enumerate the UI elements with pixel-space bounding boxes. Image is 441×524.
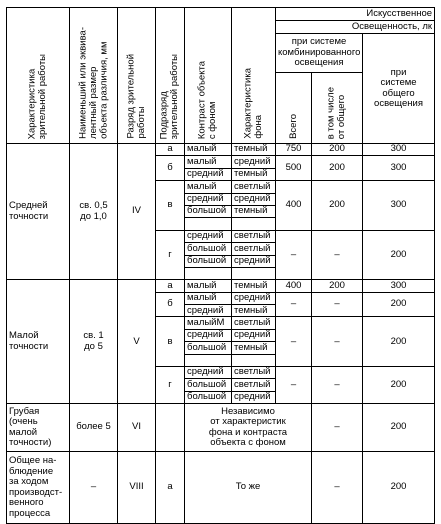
subcategory-cell: а	[156, 280, 185, 292]
background-cell: светлый	[232, 243, 276, 255]
contrast-cell: большой	[185, 243, 232, 255]
contrast-cell: малый	[185, 280, 232, 292]
contrast-cell: большой	[185, 342, 232, 354]
total-cell: –	[276, 230, 312, 280]
background-cell: светлый	[232, 367, 276, 379]
general-cell: 200	[363, 367, 435, 404]
group-category-medium: IV	[118, 144, 156, 280]
table-row	[7, 144, 435, 156]
incl-general-cell: –	[312, 404, 363, 452]
subcategory-cell: б	[156, 156, 185, 181]
background-cell: средний	[232, 292, 276, 304]
general-cell: 300	[363, 144, 435, 156]
background-cell: темный	[232, 342, 276, 354]
general-cell: 300	[363, 156, 435, 181]
incl-general-cell: –	[312, 230, 363, 280]
subcategory-cell: а	[156, 452, 185, 524]
header-general-system: при системе общего освещения	[363, 34, 435, 144]
general-cell: 300	[363, 181, 435, 231]
incl-general-cell: –	[312, 452, 363, 524]
header-category: Разряд зрительной работы	[118, 8, 156, 144]
contrast-cell: малый	[185, 292, 232, 304]
table-row	[7, 280, 435, 292]
subcategory-cell: г	[156, 367, 185, 404]
contrast-cell: малый	[185, 144, 232, 156]
total-cell: 400	[276, 280, 312, 292]
subcategory-cell: г	[156, 230, 185, 280]
subcategory-cell	[156, 404, 185, 452]
background-cell	[232, 267, 276, 279]
header-row-1	[7, 8, 435, 21]
contrast-cell: большой	[185, 255, 232, 267]
group-label-observation: Общее на- блюдение за ходом производст- венного процесса	[7, 452, 70, 524]
background-cell: темный	[232, 205, 276, 217]
contrast-cell: большой	[185, 391, 232, 403]
subcategory-cell: б	[156, 292, 185, 317]
header-contrast: Контраст объекта с фоном	[185, 8, 232, 144]
background-cell: светлый	[232, 379, 276, 391]
table-row	[7, 452, 435, 524]
background-cell: средний	[232, 156, 276, 168]
background-cell: средний	[232, 391, 276, 403]
background-cell: средний	[232, 255, 276, 267]
incl-general-cell: –	[312, 367, 363, 404]
group-category-rough: VI	[118, 404, 156, 452]
group-size-medium: св. 0,5 до 1,0	[70, 144, 118, 280]
group-label-medium: Средней точности	[7, 144, 70, 280]
background-cell: темный	[232, 168, 276, 180]
total-cell: 400	[276, 181, 312, 231]
background-cell: светлый	[232, 181, 276, 193]
general-cell: 200	[363, 230, 435, 280]
general-cell: 200	[363, 452, 435, 524]
background-cell: темный	[232, 280, 276, 292]
incl-general-cell: –	[312, 292, 363, 317]
group-size-rough: более 5	[70, 404, 118, 452]
total-cell: –	[276, 317, 312, 367]
merged-note-observation: То же	[185, 452, 312, 524]
contrast-cell	[185, 267, 232, 279]
general-cell: 200	[363, 404, 435, 452]
incl-general-cell: 200	[312, 280, 363, 292]
subcategory-cell: в	[156, 181, 185, 231]
subcategory-cell: а	[156, 144, 185, 156]
incl-general-cell: 200	[312, 181, 363, 231]
group-label-rough: Грубая (очень малой точности)	[7, 404, 70, 452]
background-cell	[232, 354, 276, 366]
illumination-norms-table	[6, 7, 435, 524]
header-combined-system: при системе комбинированного освещения	[276, 34, 363, 73]
header-characteristic: Характеристика зрительной работы	[7, 8, 70, 144]
incl-general-cell: 200	[312, 144, 363, 156]
incl-general-cell: 200	[312, 156, 363, 181]
contrast-cell: малый	[185, 181, 232, 193]
contrast-cell: средний	[185, 168, 232, 180]
total-cell: –	[276, 292, 312, 317]
contrast-cell: малыйМ	[185, 317, 232, 329]
group-size-observation: –	[70, 452, 118, 524]
header-incl-general: в том числе от общего	[312, 73, 363, 144]
background-cell: светлый	[232, 230, 276, 242]
total-cell: 750	[276, 144, 312, 156]
contrast-cell	[185, 218, 232, 230]
header-illuminance: Освещенность, лк	[276, 21, 435, 34]
total-cell: 500	[276, 156, 312, 181]
background-cell: светлый	[232, 317, 276, 329]
group-label-low: Малой точности	[7, 280, 70, 404]
general-cell: 300	[363, 280, 435, 292]
header-object-size: Наименьший или эквива- лентный размер объекта различия, мм	[70, 8, 118, 144]
group-category-low: V	[118, 280, 156, 404]
background-cell: темный	[232, 144, 276, 156]
contrast-cell: средний	[185, 193, 232, 205]
contrast-cell: средний	[185, 329, 232, 341]
header-background: Характеристика фона	[232, 8, 276, 144]
subcategory-cell: в	[156, 317, 185, 367]
contrast-cell: средний	[185, 367, 232, 379]
general-cell: 200	[363, 317, 435, 367]
contrast-cell: средний	[185, 305, 232, 317]
contrast-cell: средний	[185, 230, 232, 242]
background-cell: темный	[232, 305, 276, 317]
merged-note-rough: Независимо от характеристик фона и контраста объекта с фоном	[185, 404, 312, 452]
contrast-cell: большой	[185, 379, 232, 391]
header-artificial: Искусственное	[276, 8, 435, 21]
background-cell	[232, 218, 276, 230]
table-row	[7, 404, 435, 452]
background-cell: средний	[232, 329, 276, 341]
header-total: Всего	[276, 73, 312, 144]
group-size-low: св. 1 до 5	[70, 280, 118, 404]
background-cell: средний	[232, 193, 276, 205]
group-category-observation: VIII	[118, 452, 156, 524]
incl-general-cell: –	[312, 317, 363, 367]
total-cell: –	[276, 367, 312, 404]
contrast-cell: большой	[185, 205, 232, 217]
contrast-cell	[185, 354, 232, 366]
contrast-cell: малый	[185, 156, 232, 168]
general-cell: 200	[363, 292, 435, 317]
header-subcategory: Подразряд зрительной работы	[156, 8, 185, 144]
